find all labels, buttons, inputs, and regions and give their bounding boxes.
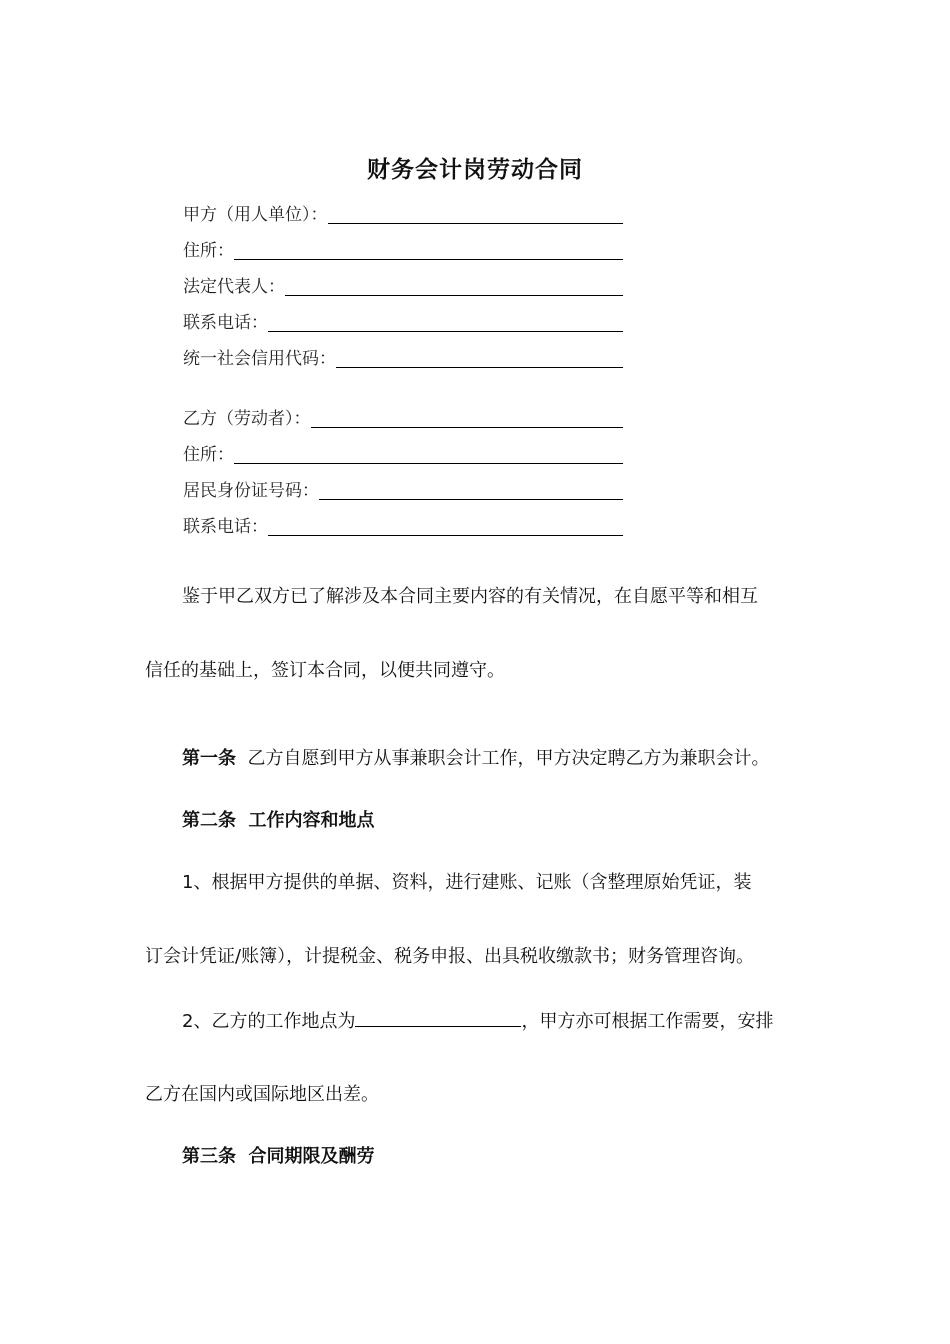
article-2-item-2-after: ，甲方亦可根据工作需要，安排 (521, 1011, 774, 1032)
article-2-item-1-line-2: 订会计凭证/账簿），计提税金、税务申报、出具税收缴款书；财务管理咨询。 (145, 946, 755, 967)
party-b-phone-label: 联系电话： (183, 517, 268, 537)
article-3-heading-line (145, 1144, 844, 1170)
party-b-address-label: 住所： (183, 445, 234, 465)
preamble-line-1: 鉴于甲乙双方已了解涉及本合同主要内容的有关情况，在自愿平等和相互 (182, 586, 758, 607)
article-2-item-2-line-1 (145, 1008, 844, 1035)
party-a-name-field[interactable] (183, 199, 623, 227)
article-2-heading-line (145, 808, 844, 834)
party-a-name-blank[interactable] (328, 205, 624, 224)
party-a-legal-rep-blank[interactable] (285, 277, 623, 296)
work-location-blank[interactable] (355, 1008, 521, 1027)
preamble-line-2: 信任的基础上，签订本合同，以便共同遵守。 (145, 660, 505, 681)
party-a-credit-code-label: 统一社会信用代码： (183, 349, 336, 369)
article-1-heading: 第一条 (182, 748, 236, 769)
party-b-name-label: 乙方（劳动者）： (183, 409, 311, 429)
party-a-credit-code-blank[interactable] (336, 349, 623, 368)
party-b-name-blank[interactable] (311, 409, 624, 428)
article-3-title: 合同期限及酬劳 (248, 1146, 375, 1167)
party-b-id-label: 居民身份证号码： (183, 481, 319, 501)
document-title: 财务会计岗劳动合同 (367, 157, 583, 183)
article-1 (145, 746, 844, 772)
party-a-address-label: 住所： (183, 241, 234, 261)
party-a-legal-rep-label: 法定代表人： (183, 277, 285, 297)
party-b-address-blank[interactable] (234, 445, 623, 464)
article-2-item-2-before: 2、乙方的工作地点为 (182, 1011, 356, 1032)
party-a-phone-label: 联系电话： (183, 313, 268, 333)
article-2-item-1-line-1: 1、根据甲方提供的单据、资料，进行建账、记账（含整理原始凭证，装 (182, 872, 752, 893)
party-b-phone-field[interactable] (183, 511, 623, 539)
party-a-name-label: 甲方（用人单位）： (183, 205, 328, 225)
party-a-credit-code-field[interactable] (183, 343, 623, 371)
article-3-heading: 第三条 (182, 1146, 236, 1167)
party-b-address-field[interactable] (183, 439, 623, 467)
party-b-phone-blank[interactable] (268, 517, 623, 536)
party-a-address-blank[interactable] (234, 241, 623, 260)
party-a-legal-rep-field[interactable] (183, 271, 623, 299)
party-a-address-field[interactable] (183, 235, 623, 263)
party-a-phone-field[interactable] (183, 307, 623, 335)
party-a-phone-blank[interactable] (268, 313, 623, 332)
article-2-title: 工作内容和地点 (248, 810, 375, 831)
article-1-text: 乙方自愿到甲方从事兼职会计工作，甲方决定聘乙方为兼职会计。 (247, 748, 770, 769)
article-2-heading: 第二条 (182, 810, 236, 831)
party-b-name-field[interactable] (183, 403, 623, 431)
party-b-id-blank[interactable] (319, 481, 623, 500)
party-b-id-field[interactable] (183, 475, 623, 503)
article-2-item-2-line-2: 乙方在国内或国际地区出差。 (145, 1084, 379, 1105)
